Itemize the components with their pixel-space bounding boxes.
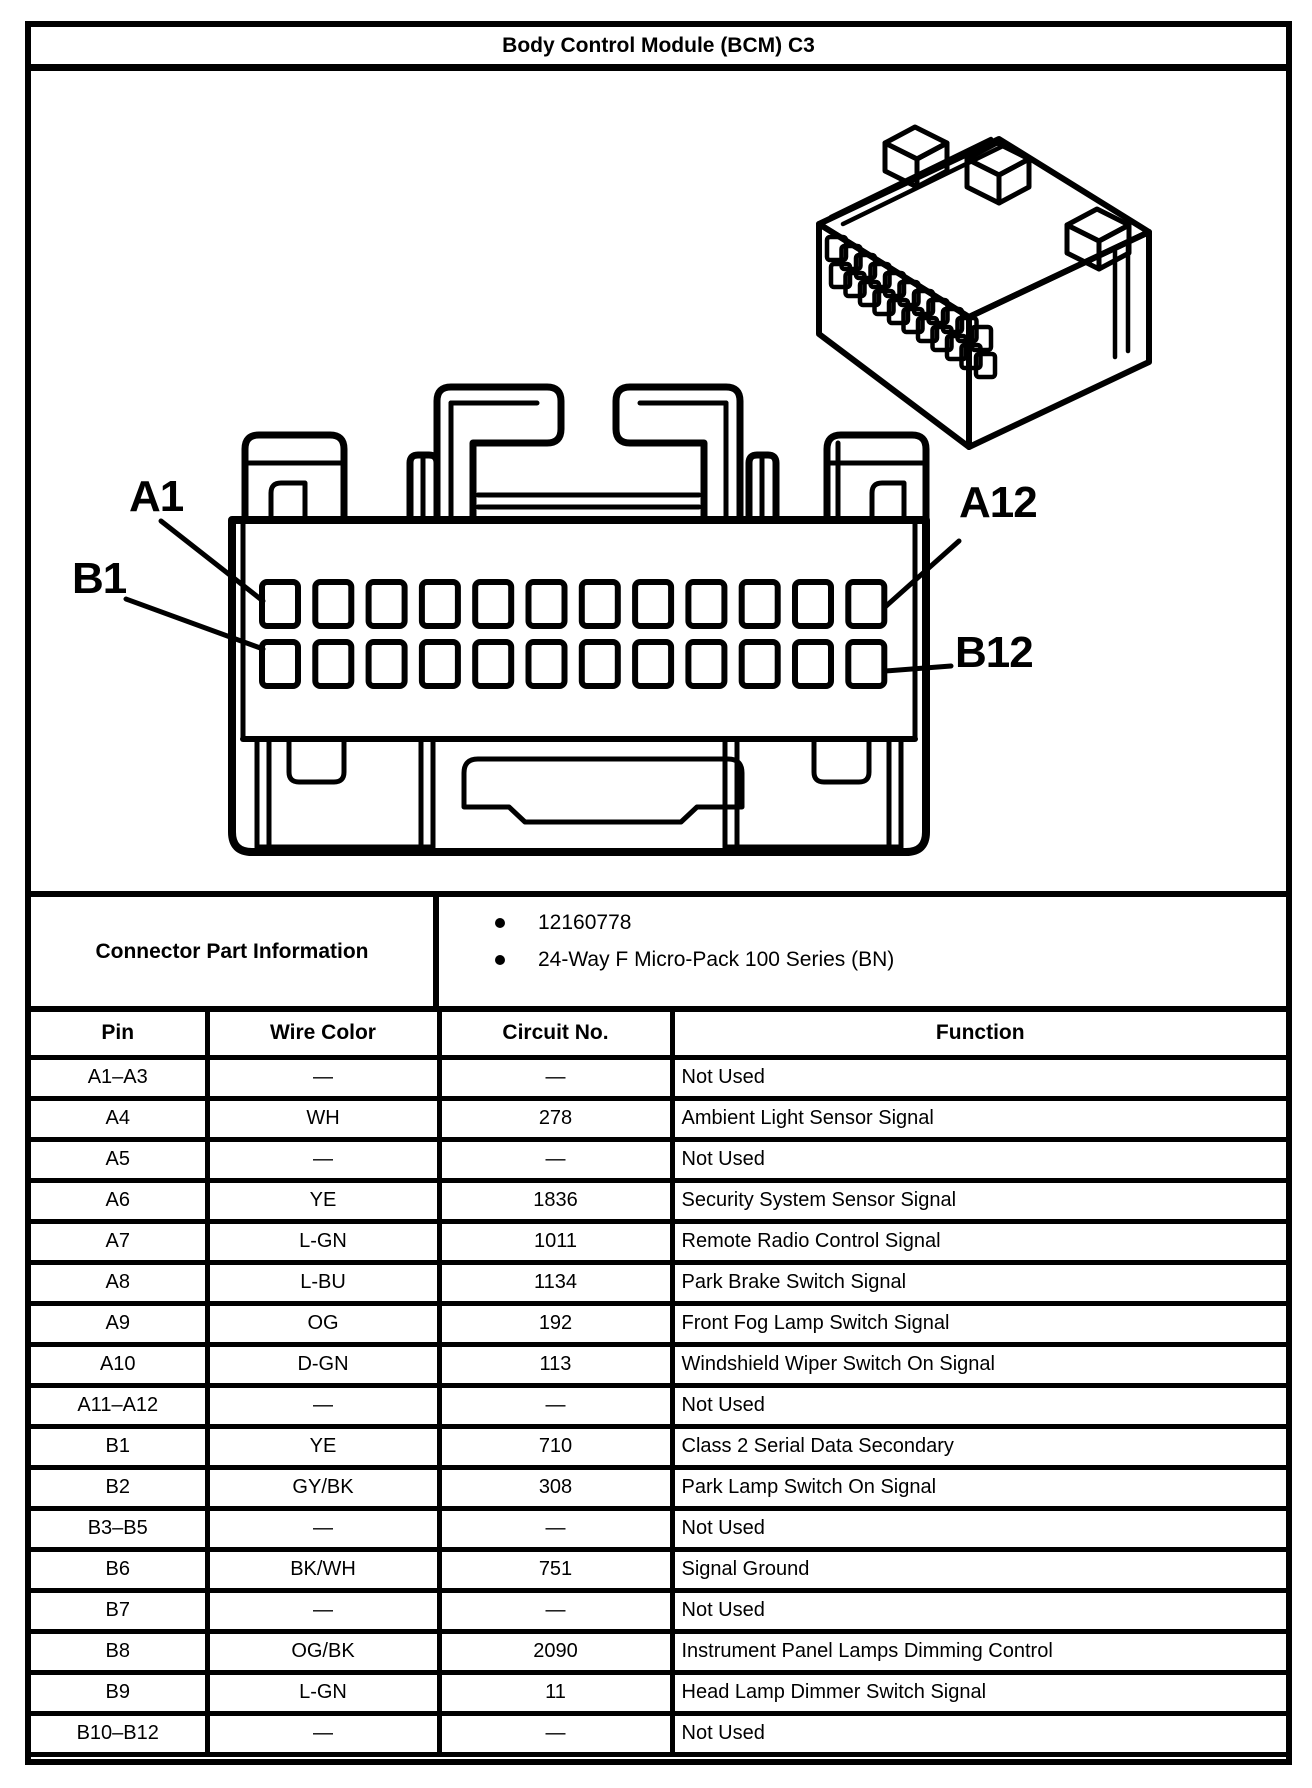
- cell-circuit-no: —: [439, 1385, 672, 1426]
- cell-circuit-no: 1836: [439, 1180, 672, 1221]
- cell-pin: A10: [31, 1344, 207, 1385]
- part-info-item: [495, 911, 1286, 935]
- cell-function: Head Lamp Dimmer Switch Signal: [672, 1672, 1286, 1713]
- cell-function: Security System Sensor Signal: [672, 1180, 1286, 1221]
- cell-function: Windshield Wiper Switch On Signal: [672, 1344, 1286, 1385]
- pin-label-b1: B1: [72, 554, 127, 603]
- column-header-circuit-no: Circuit No.: [439, 1012, 672, 1057]
- pin-label-a12: A12: [959, 478, 1037, 527]
- cell-circuit-no: —: [439, 1508, 672, 1549]
- cell-circuit-no: —: [439, 1713, 672, 1754]
- cell-wire-color: —: [207, 1139, 439, 1180]
- cell-wire-color: L-BU: [207, 1262, 439, 1303]
- connector-part-info-list: [439, 897, 1286, 1006]
- table-row: [31, 1713, 1286, 1754]
- pin-label-b12: B12: [955, 628, 1033, 677]
- cell-pin: A5: [31, 1139, 207, 1180]
- cell-pin: B2: [31, 1467, 207, 1508]
- front-view-drawing: [126, 387, 959, 852]
- cell-function: Park Lamp Switch On Signal: [672, 1467, 1286, 1508]
- cell-function: Signal Ground: [672, 1549, 1286, 1590]
- table-row: [31, 1467, 1286, 1508]
- pinout-header-row: [31, 1012, 1286, 1057]
- cell-function: Front Fog Lamp Switch Signal: [672, 1303, 1286, 1344]
- cell-wire-color: OG/BK: [207, 1631, 439, 1672]
- cell-function: Not Used: [672, 1590, 1286, 1631]
- cell-wire-color: L-GN: [207, 1672, 439, 1713]
- cell-circuit-no: 192: [439, 1303, 672, 1344]
- cell-function: Ambient Light Sensor Signal: [672, 1098, 1286, 1139]
- connector-part-info-label: Connector Part Information: [31, 897, 439, 1006]
- page-title-bar: [31, 27, 1286, 71]
- cell-pin: B10–B12: [31, 1713, 207, 1754]
- cell-wire-color: —: [207, 1057, 439, 1098]
- cell-wire-color: —: [207, 1508, 439, 1549]
- pin-row-b: [262, 642, 884, 686]
- cell-wire-color: OG: [207, 1303, 439, 1344]
- cell-wire-color: YE: [207, 1426, 439, 1467]
- cell-pin: A8: [31, 1262, 207, 1303]
- part-description: 24-Way F Micro-Pack 100 Series (BN): [538, 948, 895, 971]
- cell-pin: B9: [31, 1672, 207, 1713]
- cell-circuit-no: —: [439, 1139, 672, 1180]
- cell-circuit-no: 710: [439, 1426, 672, 1467]
- table-row: [31, 1262, 1286, 1303]
- cell-wire-color: —: [207, 1713, 439, 1754]
- column-header-function: Function: [672, 1012, 1286, 1057]
- page-frame: [25, 21, 1292, 1765]
- page-title: Body Control Module (BCM) C3: [502, 33, 815, 57]
- pinout-table-body: [31, 1057, 1286, 1754]
- cell-pin: A6: [31, 1180, 207, 1221]
- table-row: [31, 1180, 1286, 1221]
- iso-view-drawing: [819, 127, 1149, 447]
- connector-diagram: [31, 71, 1286, 897]
- cell-function: Park Brake Switch Signal: [672, 1262, 1286, 1303]
- cell-circuit-no: 2090: [439, 1631, 672, 1672]
- cell-pin: A7: [31, 1221, 207, 1262]
- cell-wire-color: —: [207, 1590, 439, 1631]
- table-row: [31, 1057, 1286, 1098]
- cell-circuit-no: 1011: [439, 1221, 672, 1262]
- table-row: [31, 1549, 1286, 1590]
- cell-wire-color: WH: [207, 1098, 439, 1139]
- connector-line-art: [31, 71, 1286, 891]
- cell-pin: B8: [31, 1631, 207, 1672]
- cell-wire-color: YE: [207, 1180, 439, 1221]
- cell-function: Instrument Panel Lamps Dimming Control: [672, 1631, 1286, 1672]
- part-info-item: [495, 948, 1286, 972]
- pinout-table: [31, 1012, 1286, 1757]
- table-row: [31, 1590, 1286, 1631]
- bullet-icon: [495, 955, 505, 965]
- table-row: [31, 1631, 1286, 1672]
- cell-circuit-no: 308: [439, 1467, 672, 1508]
- column-header-wire-color: Wire Color: [207, 1012, 439, 1057]
- cell-pin: A11–A12: [31, 1385, 207, 1426]
- cell-circuit-no: —: [439, 1057, 672, 1098]
- table-row: [31, 1672, 1286, 1713]
- cell-function: Not Used: [672, 1713, 1286, 1754]
- leader-lines: [126, 521, 959, 671]
- pin-row-a: [262, 582, 884, 626]
- cell-wire-color: —: [207, 1385, 439, 1426]
- table-row: [31, 1221, 1286, 1262]
- cell-circuit-no: —: [439, 1590, 672, 1631]
- table-row: [31, 1426, 1286, 1467]
- connector-part-info: [31, 897, 1286, 1012]
- cell-function: Not Used: [672, 1139, 1286, 1180]
- cell-wire-color: D-GN: [207, 1344, 439, 1385]
- cell-function: Not Used: [672, 1508, 1286, 1549]
- cell-circuit-no: 1134: [439, 1262, 672, 1303]
- cell-wire-color: L-GN: [207, 1221, 439, 1262]
- cell-pin: A9: [31, 1303, 207, 1344]
- cell-function: Not Used: [672, 1057, 1286, 1098]
- part-number: 12160778: [538, 911, 632, 934]
- table-row: [31, 1303, 1286, 1344]
- cell-function: Class 2 Serial Data Secondary: [672, 1426, 1286, 1467]
- cell-wire-color: GY/BK: [207, 1467, 439, 1508]
- table-row: [31, 1139, 1286, 1180]
- cell-circuit-no: 11: [439, 1672, 672, 1713]
- cell-pin: B6: [31, 1549, 207, 1590]
- column-header-pin: Pin: [31, 1012, 207, 1057]
- cell-circuit-no: 113: [439, 1344, 672, 1385]
- cell-function: Not Used: [672, 1385, 1286, 1426]
- cell-pin: A1–A3: [31, 1057, 207, 1098]
- cell-circuit-no: 278: [439, 1098, 672, 1139]
- cell-pin: A4: [31, 1098, 207, 1139]
- pin-label-a1: A1: [129, 472, 184, 521]
- table-row: [31, 1098, 1286, 1139]
- cell-pin: B1: [31, 1426, 207, 1467]
- cell-circuit-no: 751: [439, 1549, 672, 1590]
- bullet-icon: [495, 918, 505, 928]
- table-row: [31, 1508, 1286, 1549]
- cell-pin: B3–B5: [31, 1508, 207, 1549]
- cell-pin: B7: [31, 1590, 207, 1631]
- table-row: [31, 1385, 1286, 1426]
- cell-function: Remote Radio Control Signal: [672, 1221, 1286, 1262]
- cell-wire-color: BK/WH: [207, 1549, 439, 1590]
- table-row: [31, 1344, 1286, 1385]
